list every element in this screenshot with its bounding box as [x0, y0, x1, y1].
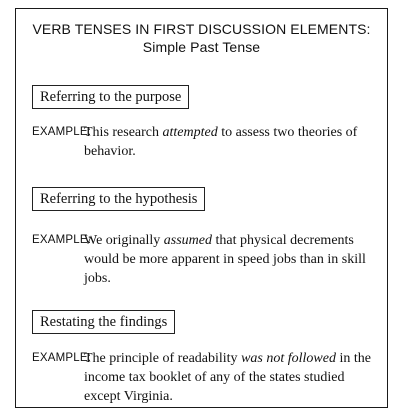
section-heading-findings: Restating the findings [32, 310, 175, 334]
example-hypothesis [32, 231, 379, 288]
example-emphasis: was not followed [241, 351, 336, 366]
example-label: EXAMPLE: [32, 126, 92, 138]
example-purpose [32, 123, 379, 161]
section-heading-hypothesis: Referring to the hypothesis [32, 187, 205, 211]
example-label: EXAMPLE: [32, 352, 92, 364]
example-label: EXAMPLE: [32, 234, 92, 246]
document-frame [15, 8, 388, 408]
example-emphasis: assumed [163, 233, 212, 248]
example-emphasis: attempted [162, 125, 218, 140]
document-subtitle: Simple Past Tense [142, 39, 261, 55]
example-text: This research attempted to assess two theories of behavior. [84, 125, 358, 159]
example-text: The principle of readability was not followed in the income tax booklet of any of the states studied except Virginia. [84, 351, 371, 404]
document-title: VERB TENSES IN FIRST DISCUSSION ELEMENTS: [32, 21, 371, 37]
example-findings [32, 349, 379, 406]
section-heading-purpose: Referring to the purpose [32, 85, 189, 109]
example-text: We originally assumed that physical decrements would be more apparent in speed jobs than in skill jobs. [84, 233, 366, 286]
